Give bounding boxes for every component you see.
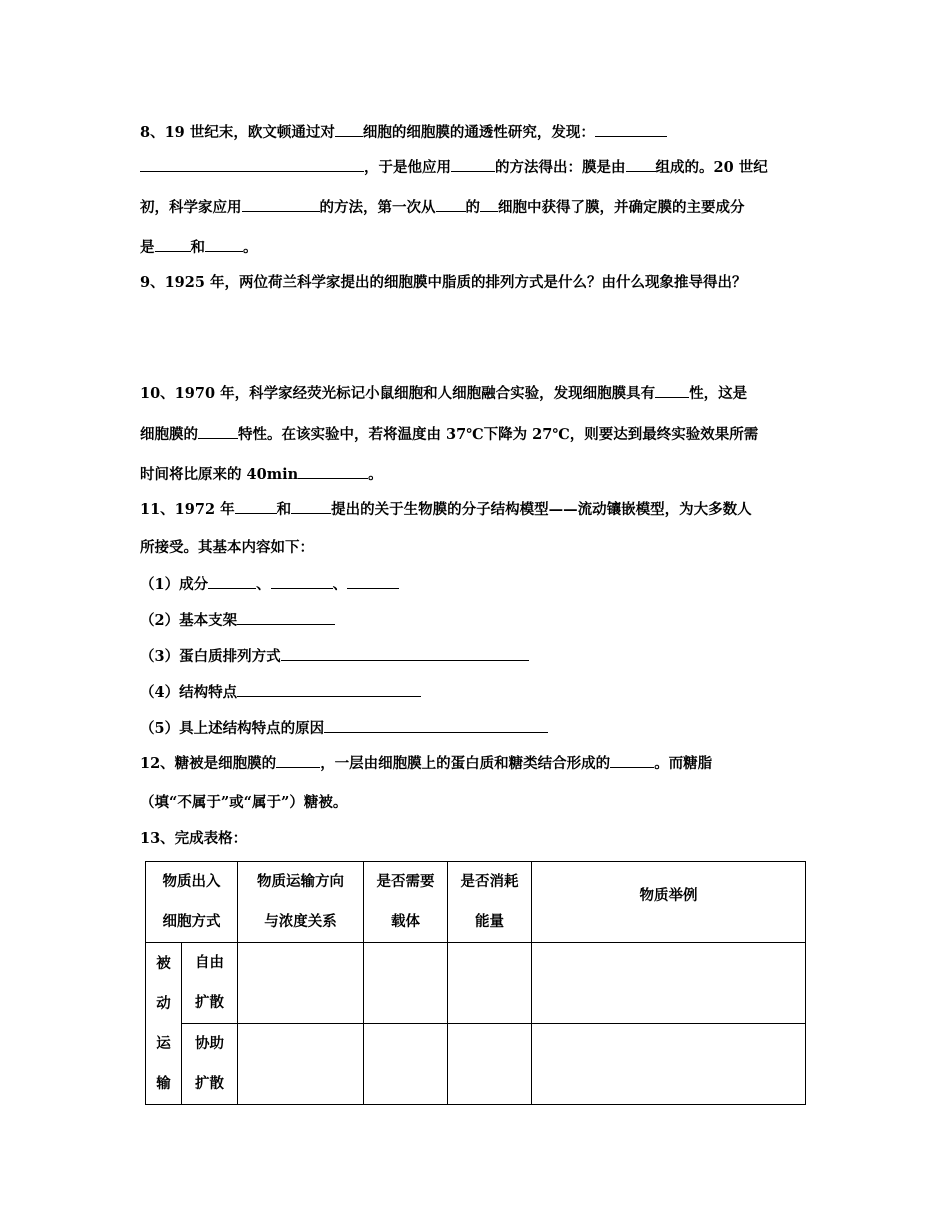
q12-line-1 [140, 752, 712, 774]
q11-text: 提出的关于生物膜的分子结构模型——流动镶嵌模型，为大多数人 [331, 501, 752, 518]
header-text: 物质运输方向 [257, 873, 344, 890]
blank[interactable] [451, 156, 495, 172]
group-char: 运 [156, 1034, 171, 1052]
blank[interactable] [235, 498, 277, 514]
q8-text: 的方法得出：膜是由 [495, 159, 626, 176]
q8-line-1 [140, 121, 667, 143]
transport-table [145, 861, 806, 1105]
q10-text: 细胞膜的 [140, 426, 198, 443]
blank[interactable] [335, 121, 363, 137]
blank[interactable] [205, 236, 243, 252]
header-text: 载体 [391, 913, 420, 930]
q10-text: 特性。在该实验中，若将温度由 37℃下降为 27℃，则要达到最终实验效果所需 [238, 426, 759, 443]
q8-text: 和 [190, 239, 205, 256]
table-header-row [146, 862, 806, 943]
q8-text: ，于是他应用 [364, 159, 451, 176]
q9-line [140, 273, 747, 293]
q11-item-2 [140, 609, 335, 631]
table-cell[interactable] [238, 1024, 364, 1105]
blank[interactable] [140, 156, 364, 172]
q11-item-label: （4）结构特点 [140, 684, 238, 701]
q12-line-2 [140, 793, 347, 813]
q10-line-1 [140, 382, 747, 404]
separator: 、 [256, 576, 271, 593]
header-text: 与浓度关系 [264, 913, 337, 930]
table-cell[interactable] [238, 943, 364, 1024]
q11-line-1 [140, 498, 752, 520]
blank[interactable] [655, 382, 689, 398]
q8-text: 细胞中获得了膜，并确定膜的主要成分 [498, 199, 745, 216]
q10-line-3 [140, 463, 383, 485]
row-text: 协助 [195, 1035, 224, 1052]
header-direction [238, 862, 364, 943]
blank[interactable] [237, 609, 335, 625]
group-char: 动 [156, 994, 171, 1012]
blank[interactable] [271, 573, 333, 589]
header-text: 细胞方式 [162, 913, 221, 930]
q10-text: 性，这是 [689, 385, 748, 402]
q11-text: 11、1972 年 [140, 501, 235, 518]
blank[interactable] [237, 681, 421, 697]
group-passive-transport [146, 943, 182, 1105]
q12-text: 12、糖被是细胞膜的 [140, 755, 277, 772]
blank[interactable] [276, 752, 320, 768]
q13-text: 13、完成表格： [140, 830, 248, 847]
q8-line-3 [140, 196, 745, 218]
row-text: 扩散 [195, 994, 224, 1011]
q10-line-2 [140, 423, 758, 445]
q8-text: 组成的。20 世纪 [655, 159, 768, 176]
table-row [146, 943, 806, 1024]
q8-text: 是 [140, 239, 155, 256]
q11-text: 和 [276, 501, 292, 518]
q12-text: 。而糖脂 [654, 755, 713, 772]
q10-text: 。 [368, 466, 383, 483]
q10-text: 10、1970 年，科学家经荧光标记小鼠细胞和人细胞融合实验，发现细胞膜具有 [140, 385, 656, 402]
q11-item-label: （5）具上述结构特点的原因 [140, 720, 325, 737]
q8-line-4 [140, 236, 258, 258]
blank[interactable] [198, 423, 238, 439]
q12-text: ，一层由细胞膜上的蛋白质和糖类结合形成的 [320, 755, 611, 772]
blank[interactable] [291, 498, 331, 514]
row-text: 扩散 [195, 1075, 224, 1092]
row-facilitated-diffusion [182, 1024, 238, 1105]
q11-text: 所接受。其基本内容如下： [140, 539, 314, 556]
blank[interactable] [298, 463, 368, 479]
row-free-diffusion [182, 943, 238, 1024]
header-text: 物质出入 [162, 873, 221, 890]
q13-line [140, 829, 247, 849]
table-cell[interactable] [532, 943, 806, 1024]
q10-text: 时间将比原来的 40min [140, 466, 299, 483]
table-cell[interactable] [448, 1024, 532, 1105]
header-text: 物质举例 [639, 887, 698, 904]
blank[interactable] [324, 717, 548, 733]
blank[interactable] [480, 196, 498, 212]
q8-text: 。 [243, 239, 258, 256]
header-text: 是否需要 [376, 873, 435, 890]
separator: 、 [332, 576, 348, 593]
q11-item-1 [140, 573, 399, 595]
table-cell[interactable] [364, 1024, 448, 1105]
q12-text: （填“不属于”或“属于”）糖被。 [140, 794, 348, 811]
header-examples [532, 862, 806, 943]
blank[interactable] [281, 645, 529, 661]
q8-text: 细胞的细胞膜的通透性研究，发现： [362, 124, 595, 141]
row-text: 自由 [195, 954, 224, 971]
q11-line-2 [140, 538, 314, 558]
header-text: 能量 [475, 913, 504, 930]
blank[interactable] [626, 156, 656, 172]
q11-item-5 [140, 717, 548, 739]
table-row [146, 1024, 806, 1105]
q8-line-2 [140, 156, 768, 178]
blank[interactable] [610, 752, 654, 768]
header-method [146, 862, 238, 943]
table-cell[interactable] [532, 1024, 806, 1105]
q8-text: 的 [465, 199, 480, 216]
group-char: 被 [156, 954, 171, 972]
q11-item-3 [140, 645, 529, 667]
blank[interactable] [436, 196, 466, 212]
q8-text: 8、19 世纪末，欧文顿通过对 [140, 124, 335, 141]
q11-item-4 [140, 681, 421, 703]
blank[interactable] [242, 196, 320, 212]
table-cell[interactable] [364, 943, 448, 1024]
q8-text: 初，科学家应用 [140, 199, 242, 216]
header-text: 是否消耗 [460, 873, 519, 890]
q8-text: 的方法，第一次从 [319, 199, 436, 216]
q9-text: 9、1925 年，两位荷兰科学家提出的细胞膜中脂质的排列方式是什么？由什么现象推导得出？ [140, 274, 747, 291]
header-energy [448, 862, 532, 943]
q11-item-label: （2）基本支架 [140, 612, 238, 629]
blank[interactable] [595, 121, 667, 137]
table-cell[interactable] [448, 943, 532, 1024]
q11-item-label: （3）蛋白质排列方式 [140, 648, 281, 665]
q11-item-label: （1）成分 [140, 576, 209, 593]
blank[interactable] [155, 236, 191, 252]
blank[interactable] [347, 573, 399, 589]
blank[interactable] [208, 573, 256, 589]
group-char: 输 [156, 1074, 171, 1092]
header-carrier [364, 862, 448, 943]
